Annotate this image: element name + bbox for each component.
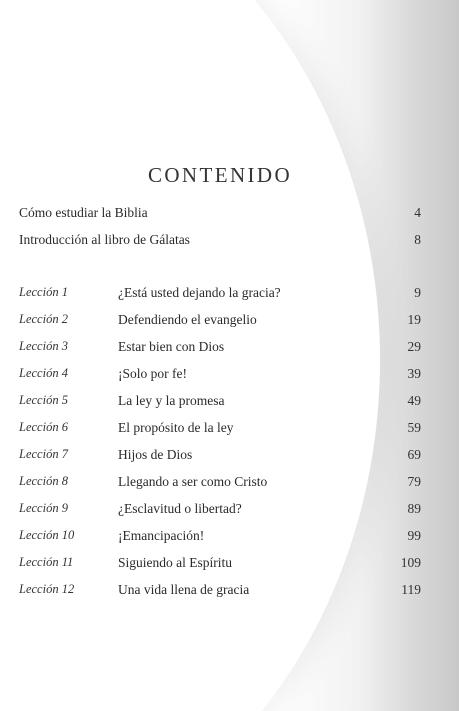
toc-page-number: 19 — [407, 312, 421, 327]
toc-entry-label: Introducción al libro de Gálatas — [19, 232, 190, 247]
toc-lesson-12 — [0, 582, 459, 602]
lesson-number: Lección 6 — [19, 420, 68, 434]
toc-page-number: 69 — [407, 447, 421, 462]
lesson-number: Lección 3 — [19, 339, 68, 353]
toc-page-number: 59 — [407, 420, 421, 435]
toc-page-number: 119 — [401, 582, 421, 597]
toc-lesson-4 — [0, 366, 459, 386]
lesson-number: Lección 5 — [19, 393, 68, 407]
toc-lesson-1 — [0, 285, 459, 305]
lesson-title: Llegando a ser como Cristo — [118, 474, 268, 489]
toc-page-number: 79 — [407, 474, 421, 489]
toc-lesson-3 — [0, 339, 459, 359]
lesson-title: ¿Esclavitud o libertad? — [118, 501, 242, 516]
toc-lesson-9 — [0, 501, 459, 521]
lesson-title: Hijos de Dios — [118, 447, 193, 462]
toc-page-number: 9 — [414, 285, 421, 300]
toc-page-number: 8 — [414, 232, 421, 247]
lesson-title: Una vida llena de gracia — [118, 582, 250, 597]
lesson-title: La ley y la promesa — [118, 393, 225, 408]
toc-lesson-5 — [0, 393, 459, 413]
toc-title: CONTENIDO — [147, 163, 293, 187]
lesson-title: ¡Solo por fe! — [118, 366, 187, 381]
toc-lesson-8 — [0, 474, 459, 494]
toc-lesson-2 — [0, 312, 459, 332]
lesson-number: Lección 4 — [19, 366, 68, 380]
lesson-number: Lección 12 — [19, 582, 75, 596]
lesson-number: Lección 1 — [19, 285, 68, 299]
toc-page-number: 29 — [407, 339, 421, 354]
toc-lesson-10 — [0, 528, 459, 548]
toc-lesson-11 — [0, 555, 459, 575]
lesson-title: Siguiendo al Espíritu — [118, 555, 232, 570]
toc-lesson-6 — [0, 420, 459, 440]
toc-page-number: 109 — [400, 555, 421, 570]
lesson-title: Defendiendo el evangelio — [118, 312, 257, 327]
lesson-number: Lección 10 — [19, 528, 75, 542]
toc-entry-label: Cómo estudiar la Biblia — [19, 205, 148, 220]
lesson-title: El propósito de la ley — [118, 420, 234, 435]
toc-entry-how-to-study — [0, 205, 459, 225]
lesson-number: Lección 11 — [19, 555, 74, 569]
lesson-number: Lección 9 — [19, 501, 68, 515]
lesson-number: Lección 8 — [19, 474, 68, 488]
toc-page-number: 4 — [414, 205, 421, 220]
lesson-title: ¡Emancipación! — [118, 528, 205, 543]
lesson-title: ¿Está usted dejando la gracia? — [118, 285, 281, 300]
toc-page-number: 99 — [407, 528, 421, 543]
toc-entry-introduction — [0, 232, 459, 252]
toc-page-number: 49 — [407, 393, 421, 408]
lesson-number: Lección 2 — [19, 312, 68, 326]
toc-lesson-7 — [0, 447, 459, 467]
toc-page-number: 89 — [407, 501, 421, 516]
toc-page-number: 39 — [407, 366, 421, 381]
lesson-title: Estar bien con Dios — [118, 339, 225, 354]
lesson-number: Lección 7 — [19, 447, 68, 461]
